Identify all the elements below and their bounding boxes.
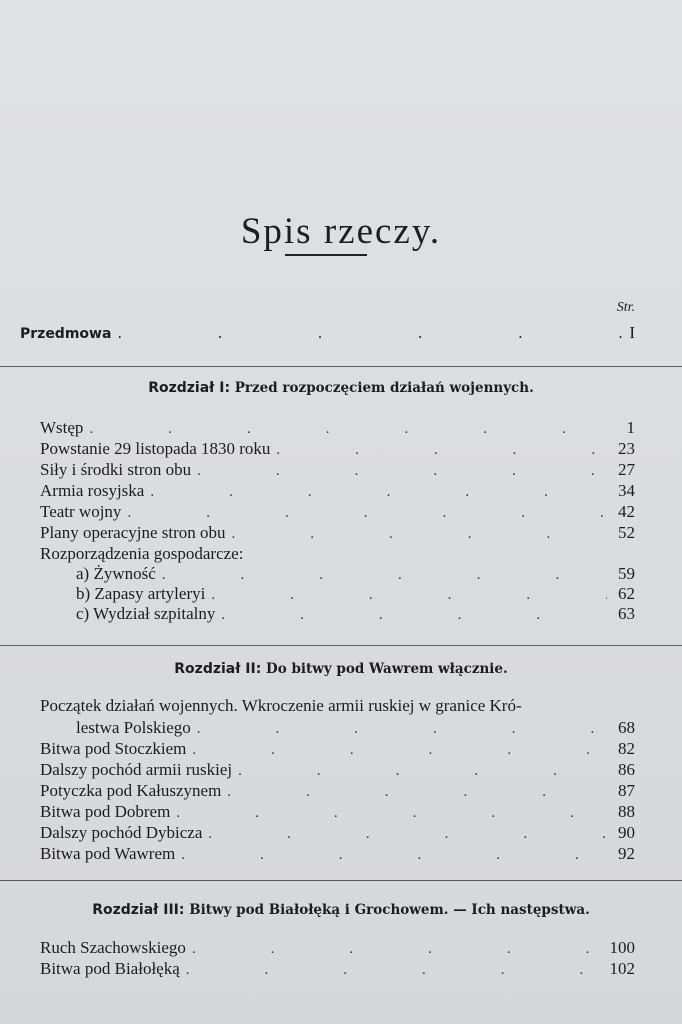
- section-heading-3: Rozdział III: Bitwy pod Białołęką i Grochowem. — Ich następstwa.: [92, 902, 590, 918]
- dot-leader: [150, 484, 607, 501]
- dot-leader: [162, 567, 607, 584]
- toc-entry: Potyczka pod Kałuszynem . 87: [40, 781, 635, 801]
- toc-entry-page: I: [629, 323, 635, 342]
- dot-leader: [186, 962, 604, 979]
- toc-entry-przedmowa: [20, 323, 635, 343]
- title-underline: [285, 254, 367, 256]
- toc-entry: Plany operacyjne stron obu . 52: [40, 523, 635, 543]
- toc-entry: Armia rosyjska . 34: [40, 481, 635, 501]
- page-title: Spis rzeczy.: [240, 210, 442, 252]
- dot-leader: [238, 763, 607, 780]
- toc-entry: Bitwa pod Dobrem . 88: [40, 802, 635, 822]
- toc-entry: Powstanie 29 listopada 1830 roku . 23: [40, 439, 635, 459]
- dot-leader: [192, 742, 607, 759]
- toc-entry: Siły i środki stron obu . 27: [40, 460, 635, 480]
- toc-entry: Bitwa pod Wawrem . 92: [40, 844, 635, 864]
- toc-entry: Bitwa pod Stoczkiem . 82: [40, 739, 635, 759]
- toc-entry: Dalszy pochód armii ruskiej . 86: [40, 760, 635, 780]
- dot-leader: [127, 505, 607, 522]
- section-heading-1: Rozdział I: Przed rozpoczęciem działań wojennych.: [148, 380, 534, 396]
- toc-entry-continued: Początek działań wojennych. Wkroczenie armii ruskiej w granice Kró-: [40, 696, 522, 715]
- dot-leader: [208, 826, 607, 843]
- section-divider: [0, 880, 682, 881]
- toc-entry: Wstęp . 1: [40, 418, 635, 438]
- dot-leader: [197, 463, 607, 480]
- dot-leader: [221, 607, 607, 624]
- dot-leader: [232, 526, 607, 543]
- dot-leader: [192, 941, 604, 958]
- dot-leader: [197, 721, 607, 738]
- toc-entry: lestwa Polskiego . 68: [76, 718, 635, 738]
- dot-leader: [276, 442, 607, 459]
- dot-leader: [211, 587, 607, 604]
- toc-entry: Ruch Szachowskiego . 100: [40, 938, 635, 958]
- dot-leader: [181, 847, 607, 864]
- dot-leader: [117, 324, 629, 342]
- toc-entry: Dalszy pochód Dybicza . 90: [40, 823, 635, 843]
- toc-entry: Teatr wojny . 42: [40, 502, 635, 522]
- page-column-header: Str.: [616, 300, 635, 315]
- dot-leader: [89, 421, 607, 438]
- toc-entry: b) Zapasy artyleryi . 62: [76, 584, 635, 604]
- toc-entry: a) Żywność . 59: [76, 564, 635, 584]
- dot-leader: [176, 805, 607, 822]
- section-divider: [0, 366, 682, 367]
- toc-entry-label: Przedmowa: [20, 326, 112, 342]
- section-divider: [0, 645, 682, 646]
- section-heading-2: Rozdział II: Do bitwy pod Wawrem włącznie.: [174, 661, 508, 677]
- toc-entry: c) Wydział szpitalny . 63: [76, 604, 635, 624]
- toc-entry-subheading: Rozporządzenia gospodarcze:: [40, 544, 244, 563]
- dot-leader: [227, 784, 607, 801]
- toc-entry: Bitwa pod Białołęką . 102: [40, 959, 635, 979]
